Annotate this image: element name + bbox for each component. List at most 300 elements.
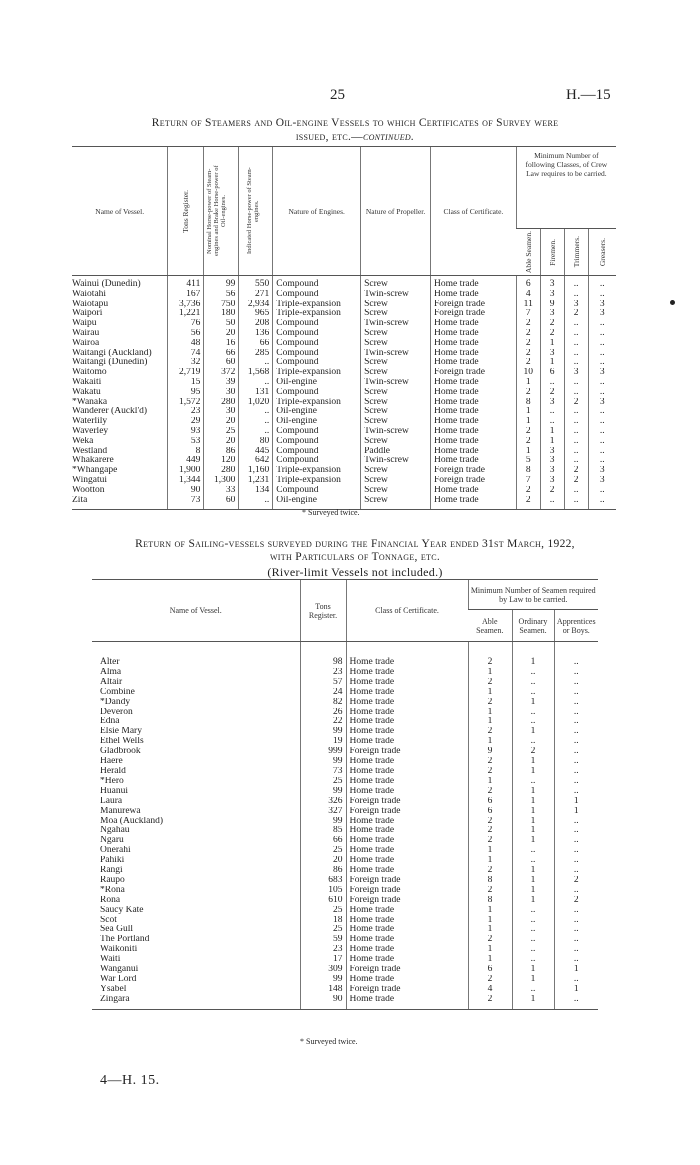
certificate-class: Home trade: [431, 456, 517, 466]
table-row: [92, 777, 598, 787]
steamers-table-body: [72, 276, 616, 510]
table-row: [72, 319, 616, 329]
margin-dot: [670, 300, 675, 305]
greasers: 3: [588, 309, 616, 319]
indicated-hp: 208: [239, 319, 273, 329]
tons-register: 56: [168, 329, 204, 339]
tons-register: 23: [300, 668, 346, 678]
certificate-class: Home trade: [346, 668, 468, 678]
tons-register: 327: [300, 807, 346, 817]
table-row: [72, 476, 616, 486]
nominal-hp: 20: [204, 329, 239, 339]
engine-type: Compound: [273, 388, 361, 398]
vessel-name: Wairau: [72, 329, 100, 339]
apprentices: 1: [554, 797, 598, 807]
trimmers: 2: [564, 466, 588, 476]
vessel-name: Sea Gull: [100, 925, 133, 935]
tons-register: 25: [300, 777, 346, 787]
able-seamen: 8: [468, 876, 512, 886]
nominal-hp: 33: [204, 486, 239, 496]
tons-register: 99: [300, 787, 346, 797]
tons-register: 22: [300, 717, 346, 727]
able-seamen: 2: [468, 817, 512, 827]
table-row: [72, 290, 616, 300]
tons-register: 25: [300, 925, 346, 935]
table2-title: [40, 538, 670, 579]
certificate-class: Home trade: [346, 757, 468, 767]
greasers: ..: [588, 358, 616, 368]
propeller-type: Twin-screw: [361, 427, 431, 437]
vessel-name: Ngahau: [100, 826, 130, 836]
ordinary-seamen: 1: [512, 896, 554, 906]
trimmers: 3: [564, 368, 588, 378]
certificate-class: Foreign trade: [346, 985, 468, 995]
col-header-tons: Tons Register.: [168, 147, 204, 276]
trimmers: ..: [564, 339, 588, 349]
greasers: ..: [588, 456, 616, 466]
ordinary-seamen: 1: [512, 767, 554, 777]
tons-register: 99: [300, 727, 346, 737]
table-row: [92, 906, 598, 916]
table-row: [92, 757, 598, 767]
table-row: [72, 388, 616, 398]
tons-register: 1,900: [168, 466, 204, 476]
vessel-name: Manurewa: [100, 806, 141, 816]
firemen: ..: [540, 496, 564, 510]
greasers: 3: [588, 300, 616, 310]
firemen: 2: [540, 319, 564, 329]
nominal-hp: 30: [204, 388, 239, 398]
sailing-vessels-table: [92, 579, 598, 1010]
able-seamen: 8: [516, 466, 540, 476]
vessel-name: Wainui (Dunedin): [72, 279, 141, 290]
certificate-class: Home trade: [346, 688, 468, 698]
tons-register: 90: [168, 486, 204, 496]
table-row: [92, 767, 598, 777]
table-row: [92, 737, 598, 747]
nominal-hp: 180: [204, 309, 239, 319]
greasers: 3: [588, 368, 616, 378]
indicated-hp: ..: [239, 496, 273, 510]
ordinary-seamen: ..: [512, 906, 554, 916]
tons-register: 23: [168, 407, 204, 417]
propeller-type: Screw: [361, 476, 431, 486]
certificate-class: Home trade: [346, 906, 468, 916]
nominal-hp: 280: [204, 398, 239, 408]
nominal-hp: 56: [204, 290, 239, 300]
apprentices: ..: [554, 777, 598, 787]
ordinary-seamen: 1: [512, 975, 554, 985]
propeller-type: Twin-screw: [361, 456, 431, 466]
vessel-name: Alma: [100, 667, 122, 677]
propeller-type: Twin-screw: [361, 290, 431, 300]
certificate-class: Foreign trade: [431, 368, 517, 378]
firemen: 3: [540, 447, 564, 457]
vessel-name: Wootton: [72, 485, 105, 495]
able-seamen: 2: [516, 486, 540, 496]
nominal-hp: 25: [204, 427, 239, 437]
tons-register: 73: [300, 767, 346, 777]
apprentices: ..: [554, 708, 598, 718]
table-row: [92, 876, 598, 886]
col-header-able: Able Seamen.: [516, 229, 540, 276]
able-seamen: 2: [516, 358, 540, 368]
table1-title-line2: [40, 130, 670, 144]
engine-type: Compound: [273, 456, 361, 466]
tons-register: 148: [300, 985, 346, 995]
able-seamen: 10: [516, 368, 540, 378]
tons-register: 23: [300, 945, 346, 955]
col2-header-name: Name of Vessel.: [92, 580, 300, 642]
vessel-name: Alter: [100, 657, 120, 667]
vessel-name: Wingatui: [72, 476, 107, 486]
tons-register: 76: [168, 319, 204, 329]
tons-register: 66: [300, 836, 346, 846]
indicated-hp: 66: [239, 339, 273, 349]
ordinary-seamen: 1: [512, 797, 554, 807]
vessel-name: Westland: [72, 446, 108, 456]
able-seamen: 2: [516, 437, 540, 447]
tons-register: 17: [300, 955, 346, 965]
certificate-class: Home trade: [346, 777, 468, 787]
table-row: [92, 797, 598, 807]
certificate-class: Home trade: [431, 319, 517, 329]
able-seamen: 1: [516, 417, 540, 427]
able-seamen: 2: [468, 787, 512, 797]
certificate-class: Home trade: [346, 787, 468, 797]
indicated-hp: ..: [239, 358, 273, 368]
table-row: [72, 447, 616, 457]
trimmers: ..: [564, 329, 588, 339]
certificate-class: Home trade: [431, 290, 517, 300]
tons-register: 48: [168, 339, 204, 349]
propeller-type: Screw: [361, 496, 431, 510]
able-seamen: 1: [468, 737, 512, 747]
apprentices: ..: [554, 717, 598, 727]
vessel-name: Ngaru: [100, 836, 124, 846]
certificate-class: Home trade: [431, 349, 517, 359]
trimmers: ..: [564, 378, 588, 388]
firemen: 1: [540, 339, 564, 349]
ordinary-seamen: 1: [512, 836, 554, 846]
sailing-vessels-table-body: [92, 642, 598, 1010]
table-row: [92, 698, 598, 708]
certificate-class: Home trade: [346, 945, 468, 955]
able-seamen: 2: [468, 642, 512, 668]
certificate-class: Home trade: [346, 727, 468, 737]
vessel-name: Wanderer (Auckl'd): [72, 407, 148, 417]
nominal-hp: 280: [204, 466, 239, 476]
propeller-type: Screw: [361, 276, 431, 290]
tons-register: 1,344: [168, 476, 204, 486]
firemen: 3: [540, 276, 564, 290]
able-seamen: 6: [468, 965, 512, 975]
vessel-name: Moa (Auckland): [100, 816, 164, 826]
tons-register: 25: [300, 906, 346, 916]
certificate-class: Foreign trade: [346, 876, 468, 886]
apprentices: ..: [554, 995, 598, 1009]
ordinary-seamen: ..: [512, 717, 554, 727]
ordinary-seamen: ..: [512, 985, 554, 995]
ordinary-seamen: 1: [512, 787, 554, 797]
apprentices: 1: [554, 965, 598, 975]
table-row: [72, 407, 616, 417]
engine-type: Compound: [273, 358, 361, 368]
col-header-crew-group: Minimum Number of following Classes, of Crew Law requires to be carried.: [516, 147, 616, 229]
vessel-name: Ethel Wells: [100, 737, 144, 747]
tons-register: 59: [300, 935, 346, 945]
engine-type: Triple-expansion: [273, 398, 361, 408]
table-row: [92, 856, 598, 866]
tons-register: 411: [168, 276, 204, 290]
table-row: [92, 817, 598, 827]
table-row: [92, 826, 598, 836]
table-row: [72, 437, 616, 447]
nominal-hp: 120: [204, 456, 239, 466]
table-row: [92, 807, 598, 817]
apprentices: 1: [554, 807, 598, 817]
certificate-class: Home trade: [346, 856, 468, 866]
able-seamen: 2: [468, 935, 512, 945]
table-row: [92, 846, 598, 856]
apprentices: 2: [554, 896, 598, 906]
trimmers: ..: [564, 407, 588, 417]
tons-register: 82: [300, 698, 346, 708]
propeller-type: Screw: [361, 417, 431, 427]
table-row: [72, 466, 616, 476]
table-row: [92, 935, 598, 945]
col-header-propeller: Nature of Propeller.: [361, 147, 431, 276]
vessel-name: Whakarere: [72, 456, 114, 466]
ordinary-seamen: ..: [512, 935, 554, 945]
ordinary-seamen: 1: [512, 965, 554, 975]
able-seamen: 2: [516, 496, 540, 510]
ordinary-seamen: ..: [512, 846, 554, 856]
tons-register: 999: [300, 747, 346, 757]
propeller-type: Screw: [361, 368, 431, 378]
indicated-hp: 285: [239, 349, 273, 359]
able-seamen: 2: [468, 727, 512, 737]
greasers: ..: [588, 276, 616, 290]
certificate-class: Home trade: [346, 955, 468, 965]
nominal-hp: 60: [204, 496, 239, 510]
indicated-hp: 1,160: [239, 466, 273, 476]
table1-title-continued: continued.: [362, 131, 415, 143]
ordinary-seamen: 1: [512, 866, 554, 876]
vessel-name: Rona: [100, 895, 121, 905]
ordinary-seamen: 2: [512, 747, 554, 757]
engine-type: Oil-engine: [273, 417, 361, 427]
tons-register: 95: [168, 388, 204, 398]
vessel-name: The Portland: [100, 935, 150, 945]
table-row: [72, 300, 616, 310]
able-seamen: 1: [468, 925, 512, 935]
ordinary-seamen: 1: [512, 876, 554, 886]
nominal-hp: 86: [204, 447, 239, 457]
col-header-indicated-hp: Indicated Horse-power of Steam-engines.: [239, 147, 273, 276]
vessel-name: Edna: [100, 717, 120, 727]
able-seamen: 2: [468, 995, 512, 1009]
vessel-name: Waikoniti: [100, 945, 138, 955]
table-row: [72, 339, 616, 349]
trimmers: ..: [564, 447, 588, 457]
table-row: [92, 642, 598, 668]
table-row: [72, 349, 616, 359]
vessel-name: Haere: [100, 757, 123, 767]
trimmers: ..: [564, 290, 588, 300]
able-seamen: 4: [468, 985, 512, 995]
able-seamen: 1: [468, 906, 512, 916]
able-seamen: 1: [516, 407, 540, 417]
propeller-type: Screw: [361, 407, 431, 417]
indicated-hp: ..: [239, 427, 273, 437]
indicated-hp: 271: [239, 290, 273, 300]
table-row: [72, 378, 616, 388]
tons-register: 26: [300, 708, 346, 718]
certificate-class: Home trade: [346, 975, 468, 985]
col2-header-tons: Tons Register.: [300, 580, 346, 642]
certificate-class: Home trade: [431, 407, 517, 417]
indicated-hp: 445: [239, 447, 273, 457]
tons-register: 98: [300, 642, 346, 668]
greasers: ..: [588, 427, 616, 437]
ordinary-seamen: ..: [512, 688, 554, 698]
apprentices: ..: [554, 925, 598, 935]
nominal-hp: 1,300: [204, 476, 239, 486]
able-seamen: 2: [468, 767, 512, 777]
apprentices: ..: [554, 955, 598, 965]
engine-type: Compound: [273, 290, 361, 300]
ordinary-seamen: ..: [512, 955, 554, 965]
certificate-class: Home trade: [346, 846, 468, 856]
certificate-class: Foreign trade: [346, 886, 468, 896]
apprentices: ..: [554, 856, 598, 866]
firemen: 3: [540, 349, 564, 359]
firemen: ..: [540, 378, 564, 388]
propeller-type: Screw: [361, 388, 431, 398]
certificate-class: Home trade: [346, 817, 468, 827]
greasers: ..: [588, 447, 616, 457]
tons-register: 20: [300, 856, 346, 866]
tons-register: 167: [168, 290, 204, 300]
able-seamen: 1: [468, 668, 512, 678]
certificate-class: Home trade: [346, 925, 468, 935]
trimmers: ..: [564, 427, 588, 437]
ordinary-seamen: ..: [512, 708, 554, 718]
vessel-name: Laura: [100, 796, 123, 806]
able-seamen: 1: [468, 688, 512, 698]
certificate-class: Home trade: [431, 496, 517, 510]
tons-register: 99: [300, 975, 346, 985]
able-seamen: 7: [516, 309, 540, 319]
table2-title-line1: Return of Sailing-vessels surveyed during the Financial Year ended 31st March, 1922,: [135, 538, 575, 550]
certificate-class: Home trade: [431, 398, 517, 408]
trimmers: ..: [564, 486, 588, 496]
greasers: ..: [588, 437, 616, 447]
firemen: 1: [540, 427, 564, 437]
able-seamen: 1: [468, 955, 512, 965]
certificate-class: Foreign trade: [431, 476, 517, 486]
table-row: [92, 925, 598, 935]
certificate-class: Home trade: [431, 339, 517, 349]
apprentices: ..: [554, 866, 598, 876]
ordinary-seamen: 1: [512, 757, 554, 767]
tons-register: 24: [300, 688, 346, 698]
able-seamen: 2: [468, 757, 512, 767]
table-row: [72, 427, 616, 437]
certificate-class: Home trade: [431, 329, 517, 339]
table2-subtitle: (River-limit Vessels not included.): [267, 565, 443, 579]
vessel-name: Saucy Kate: [100, 905, 144, 915]
vessel-name: Huanui: [100, 786, 128, 796]
nominal-hp: 66: [204, 349, 239, 359]
ordinary-seamen: 1: [512, 807, 554, 817]
tons-register: 1,221: [168, 309, 204, 319]
col-header-nominal-hp: Nominal Horse-power of Steam-engines and Brake Horse-power of Oil-engines.: [204, 147, 239, 276]
table-row: [92, 995, 598, 1009]
nominal-hp: 20: [204, 437, 239, 447]
greasers: ..: [588, 417, 616, 427]
col-header-engines: Nature of Engines.: [273, 147, 361, 276]
indicated-hp: 1,568: [239, 368, 273, 378]
table-row: [72, 276, 616, 290]
ordinary-seamen: 1: [512, 886, 554, 896]
nominal-hp: 372: [204, 368, 239, 378]
able-seamen: 8: [516, 398, 540, 408]
engine-type: Triple-expansion: [273, 368, 361, 378]
indicated-hp: 131: [239, 388, 273, 398]
trimmers: ..: [564, 417, 588, 427]
propeller-type: Twin-screw: [361, 378, 431, 388]
trimmers: 3: [564, 300, 588, 310]
able-seamen: 1: [468, 777, 512, 787]
tons-register: 99: [300, 817, 346, 827]
greasers: 3: [588, 466, 616, 476]
apprentices: ..: [554, 747, 598, 757]
indicated-hp: 550: [239, 276, 273, 290]
able-seamen: 6: [468, 807, 512, 817]
certificate-class: Foreign trade: [431, 309, 517, 319]
vessel-name: Herald: [100, 766, 126, 776]
tons-register: 32: [168, 358, 204, 368]
ordinary-seamen: ..: [512, 945, 554, 955]
firemen: 2: [540, 486, 564, 496]
certificate-class: Foreign trade: [346, 965, 468, 975]
able-seamen: 1: [468, 856, 512, 866]
greasers: ..: [588, 319, 616, 329]
propeller-type: Screw: [361, 300, 431, 310]
table-row: [92, 708, 598, 718]
vessel-name: Waiotapu: [72, 299, 109, 309]
propeller-type: Paddle: [361, 447, 431, 457]
document-reference: H.—15: [566, 87, 611, 103]
footer-signature: 4—H. 15.: [100, 1073, 160, 1088]
engine-type: Triple-expansion: [273, 309, 361, 319]
apprentices: ..: [554, 668, 598, 678]
indicated-hp: 1,231: [239, 476, 273, 486]
certificate-class: Home trade: [346, 935, 468, 945]
certificate-class: Home trade: [346, 866, 468, 876]
able-seamen: 1: [468, 846, 512, 856]
tons-register: 19: [300, 737, 346, 747]
table-row: [92, 955, 598, 965]
vessel-name: Wairoa: [72, 338, 100, 348]
table-row: [92, 975, 598, 985]
certificate-class: Home trade: [346, 678, 468, 688]
table-row: [92, 916, 598, 926]
able-seamen: 2: [468, 975, 512, 985]
tons-register: 86: [300, 866, 346, 876]
